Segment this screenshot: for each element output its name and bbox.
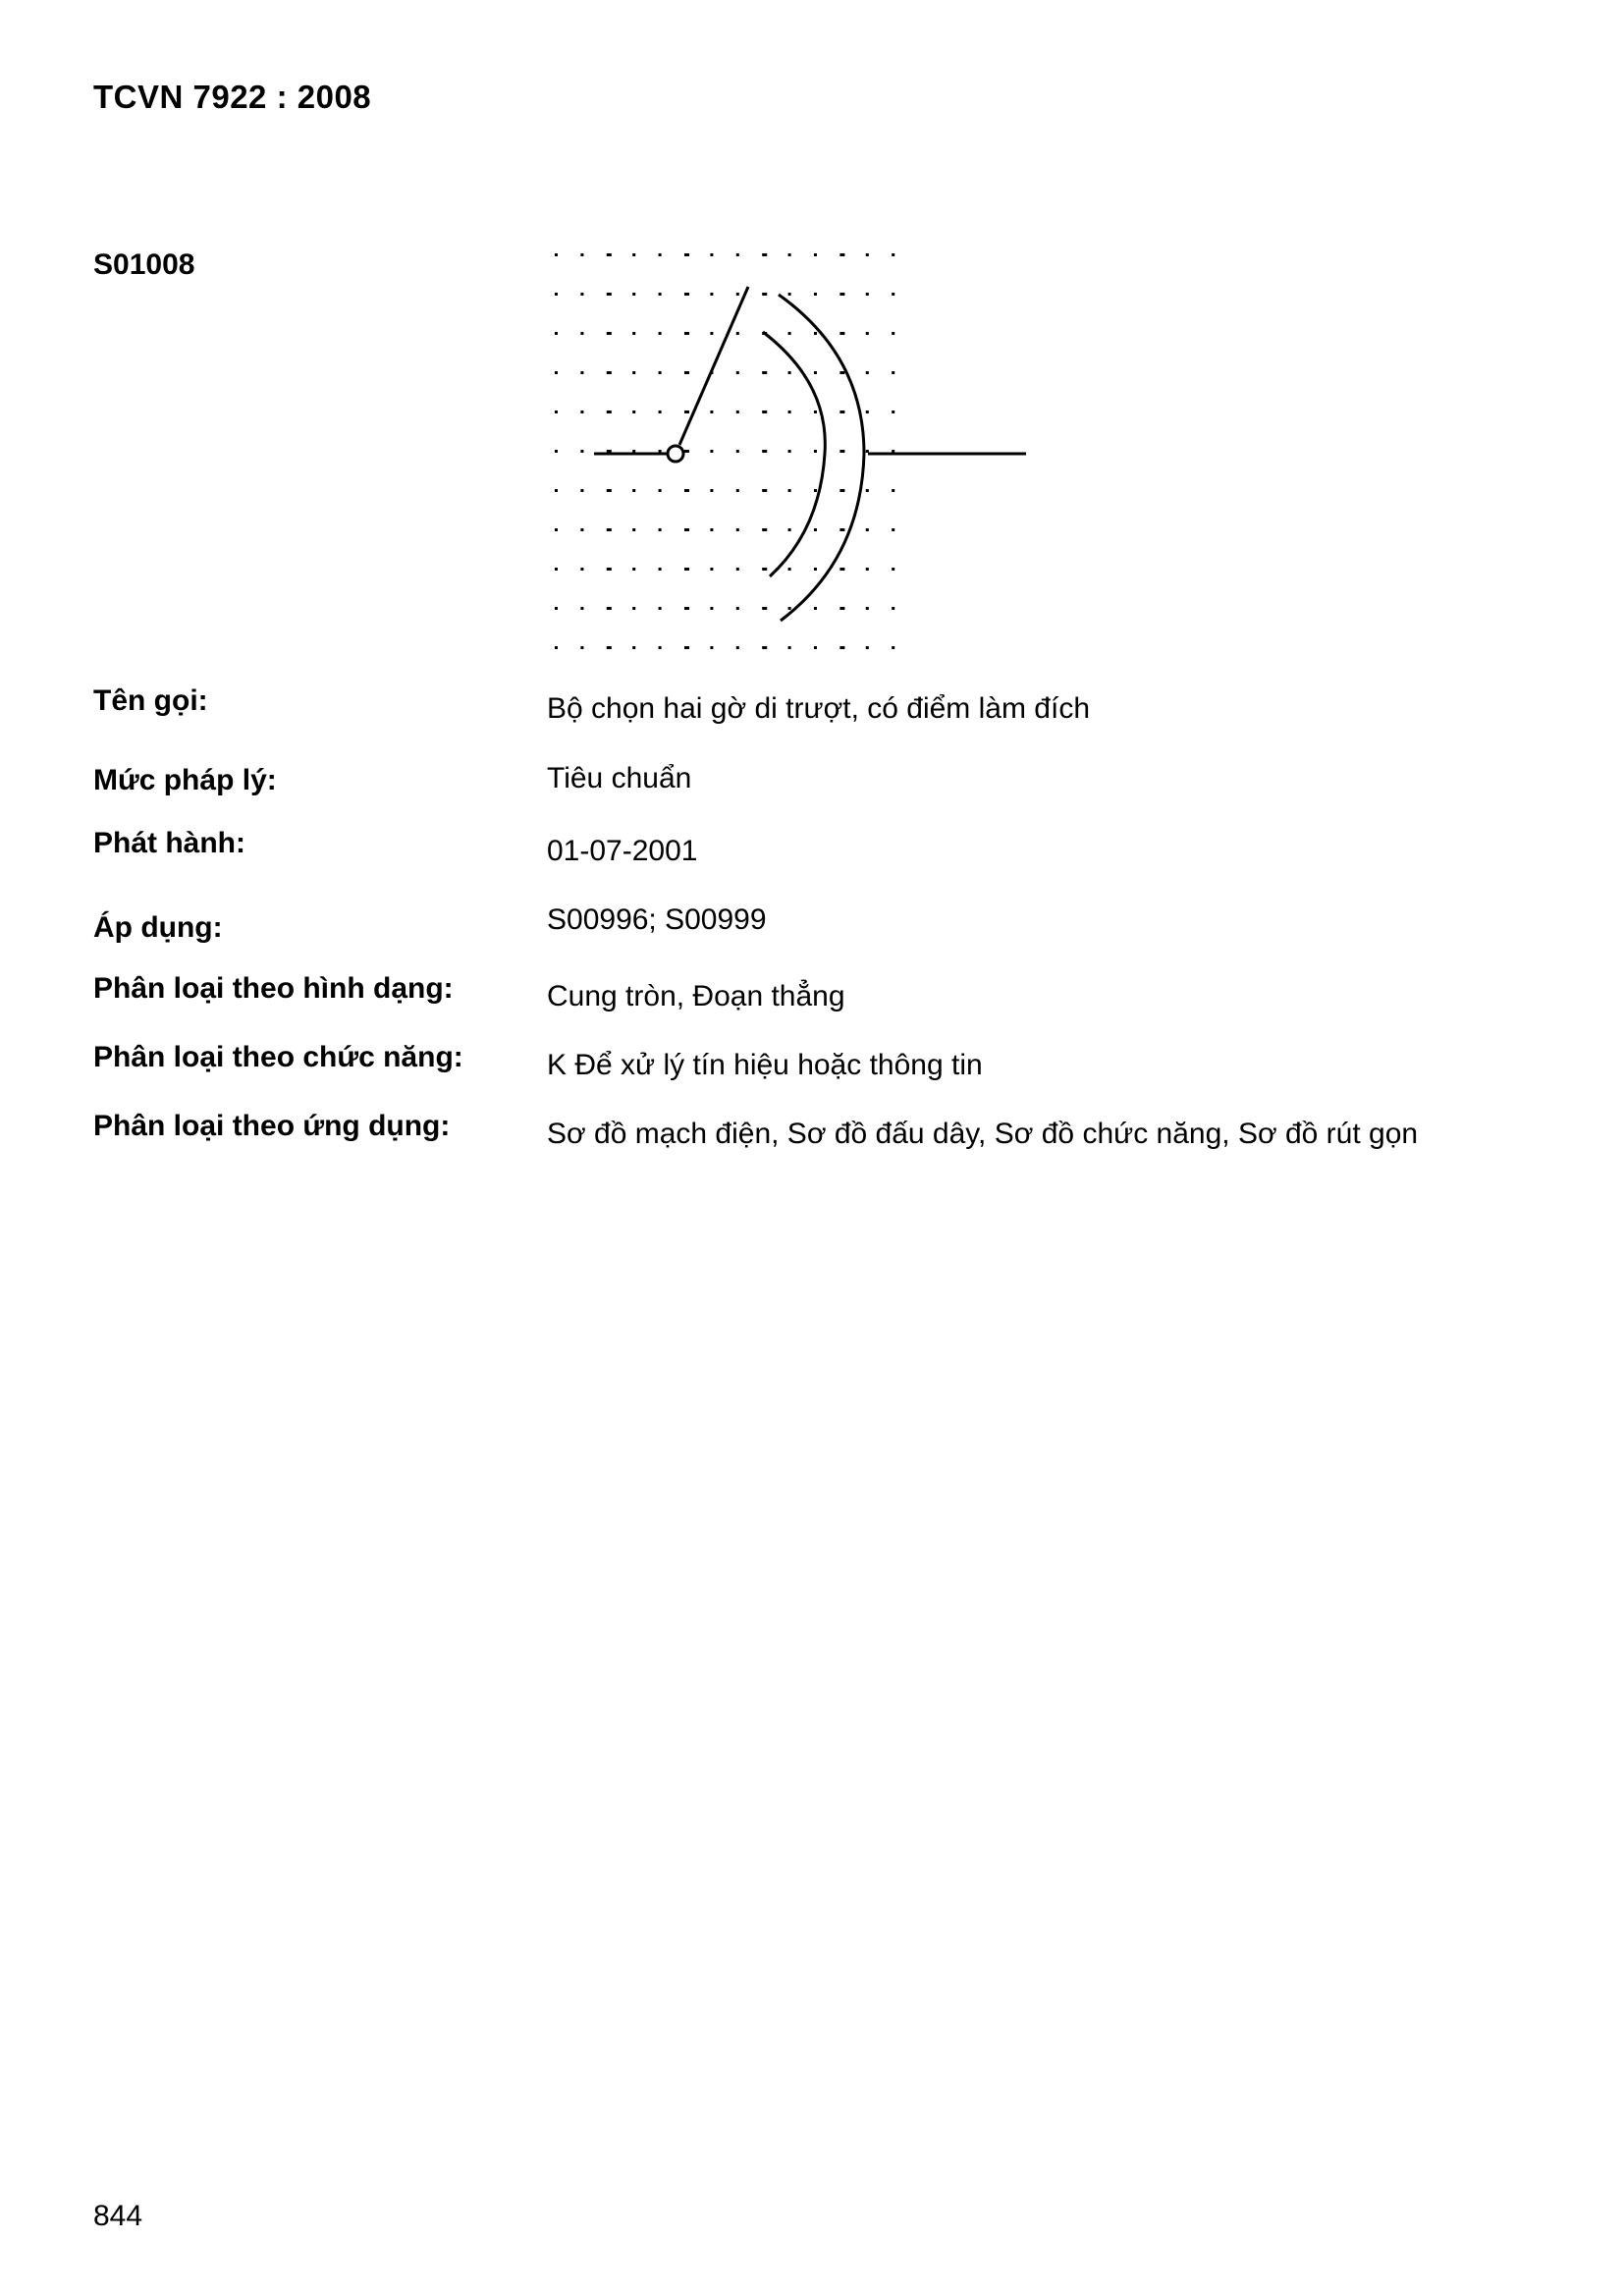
grid-dot [814,646,817,649]
moving-contact-line [679,287,748,445]
grid-dot [659,489,662,492]
grid-dot [814,528,817,531]
grid-dot [710,293,713,296]
grid-dot [839,568,844,571]
grid-dot [814,607,817,610]
field-value-issued: 01-07-2001 [547,835,698,867]
grid-dot [710,450,713,453]
grid-dot [839,450,844,453]
grid-dot [892,293,894,296]
grid-dot [788,646,791,649]
grid-dot [814,332,817,335]
grid-dot [632,607,635,610]
grid-dot [866,293,869,296]
grid-dot [710,607,713,610]
field-value-applies: S00996; S00999 [547,903,767,936]
grid-dot [866,607,869,610]
grid-dot [892,332,894,335]
grid-dot [839,332,844,335]
grid-dot [555,293,558,296]
grid-dot [736,332,739,335]
grid-dot [710,528,713,531]
grid-dot [892,371,894,374]
grid-dot [632,253,635,256]
grid-dot [788,253,791,256]
grid-dot [659,371,662,374]
page-number: 844 [93,2200,143,2232]
grid-dot [866,253,869,256]
grid-dot [710,489,713,492]
grid-dot [866,646,869,649]
grid-dot [684,528,689,531]
grid-dot [892,646,894,649]
grid-dot [632,293,635,296]
grid-dot [736,568,739,571]
grid-dot [839,528,844,531]
grid-dot [892,528,894,531]
grid-dot [607,489,612,492]
grid-dot [762,450,767,453]
grid-dot [839,293,844,296]
grid-dot [814,253,817,256]
grid-dot [555,410,558,413]
field-label-applies: Áp dụng: [93,911,223,944]
grid-dot [762,528,767,531]
grid-dot [607,371,612,374]
standard-header: TCVN 7922 : 2008 [93,79,372,115]
inner-ridge-arc [763,332,825,576]
grid-dot [607,646,612,649]
grid-dot [555,332,558,335]
grid-dot [580,528,583,531]
grid-dot [555,371,558,374]
grid-dot [710,568,713,571]
grid-dot [555,253,558,256]
grid-dot [684,489,689,492]
grid-dot [710,646,713,649]
grid-dot [580,293,583,296]
field-label-function-class: Phân loại theo chức năng: [93,1041,463,1073]
selector-symbol-diagram [545,246,1075,653]
grid-dot [788,568,791,571]
grid-dot [866,489,869,492]
field-label-legal-level: Mức pháp lý: [93,764,277,796]
grid-dot [659,607,662,610]
grid-dot [736,371,739,374]
field-value-shape-class: Cung tròn, Đoạn thẳng [547,980,845,1012]
grid-dot [866,332,869,335]
grid-dot [762,646,767,649]
grid-dot [684,410,689,413]
field-value-legal-level: Tiêu chuẩn [547,762,692,794]
grid-dot [762,410,767,413]
field-value-function-class: K Để xử lý tín hiệu hoặc thông tin [547,1049,983,1081]
grid-dot [632,489,635,492]
grid-dot [580,607,583,610]
grid-dot [684,253,689,256]
grid-dot [684,293,689,296]
grid-dot [762,253,767,256]
grid-dot [659,568,662,571]
grid-dot [788,607,791,610]
grid-dot [814,450,817,453]
outer-ridge-arc [779,295,864,621]
grid-dot [788,371,791,374]
grid-dot [684,371,689,374]
grid-dot [684,332,689,335]
field-label-shape-class: Phân loại theo hình dạng: [93,972,454,1005]
grid-dot [839,410,844,413]
grid-dot [839,371,844,374]
grid-dot [580,410,583,413]
grid-dot [736,253,739,256]
grid-dot [555,489,558,492]
grid-dot [659,410,662,413]
grid-dot [580,332,583,335]
grid-dot [892,410,894,413]
grid-dot [736,489,739,492]
grid-dot [607,332,612,335]
grid-dot [555,450,558,453]
pivot-point-circle [668,446,683,462]
grid-dot [580,489,583,492]
grid-dot [839,253,844,256]
grid-dot [866,410,869,413]
grid-dot [814,293,817,296]
grid-dot [788,450,791,453]
grid-dot [607,568,612,571]
grid-dot [892,607,894,610]
grid-dot [814,568,817,571]
grid-dot [892,489,894,492]
grid-dot [736,450,739,453]
field-label-application-class: Phân loại theo ứng dụng: [93,1110,451,1142]
grid-dot [580,568,583,571]
grid-dot [788,410,791,413]
grid-dot [580,371,583,374]
grid-dot [736,410,739,413]
grid-dot [607,528,612,531]
grid-dot [762,607,767,610]
grid-dot [892,568,894,571]
grid-dot [736,607,739,610]
grid-dot [659,646,662,649]
grid-dot [710,410,713,413]
grid-dot [736,293,739,296]
grid-dot [762,371,767,374]
grid-dot [607,607,612,610]
grid-dot [659,332,662,335]
grid-dot [607,410,612,413]
grid-dot [555,607,558,610]
grid-dot [814,489,817,492]
grid-dot [866,371,869,374]
field-label-name: Tên gọi: [93,684,208,717]
grid-dot [684,646,689,649]
grid-dot [788,293,791,296]
grid-dot [736,646,739,649]
grid-dot [580,450,583,453]
grid-dot [632,332,635,335]
grid-dot [788,332,791,335]
grid-dot [684,607,689,610]
grid-dot [659,293,662,296]
grid-dot [710,332,713,335]
grid-dot [866,568,869,571]
dot-grid [555,253,894,649]
field-value-name: Bộ chọn hai gờ di trượt, có điểm làm đích [547,692,1091,725]
grid-dot [736,528,739,531]
grid-dot [632,371,635,374]
grid-dot [839,646,844,649]
field-value-application-class: Sơ đồ mạch điện, Sơ đồ đấu dây, Sơ đồ chức năng, Sơ đồ rút gọn [547,1118,1419,1150]
grid-dot [632,568,635,571]
grid-dot [814,371,817,374]
grid-dot [839,489,844,492]
grid-dot [659,528,662,531]
grid-dot [788,528,791,531]
grid-dot [555,528,558,531]
grid-dot [788,489,791,492]
grid-dot [659,253,662,256]
grid-dot [632,410,635,413]
grid-dot [762,489,767,492]
grid-dot [762,293,767,296]
grid-dot [892,253,894,256]
grid-dot [555,646,558,649]
grid-dot [684,450,689,453]
grid-dot [580,253,583,256]
grid-dot [710,253,713,256]
symbol-code: S01008 [93,248,195,281]
grid-dot [555,568,558,571]
grid-dot [866,528,869,531]
grid-dot [814,410,817,413]
grid-dot [684,568,689,571]
grid-dot [580,646,583,649]
grid-dot [839,607,844,610]
grid-dot [607,293,612,296]
field-label-issued: Phát hành: [93,827,245,859]
grid-dot [607,253,612,256]
grid-dot [632,528,635,531]
grid-dot [632,646,635,649]
grid-dot [762,568,767,571]
